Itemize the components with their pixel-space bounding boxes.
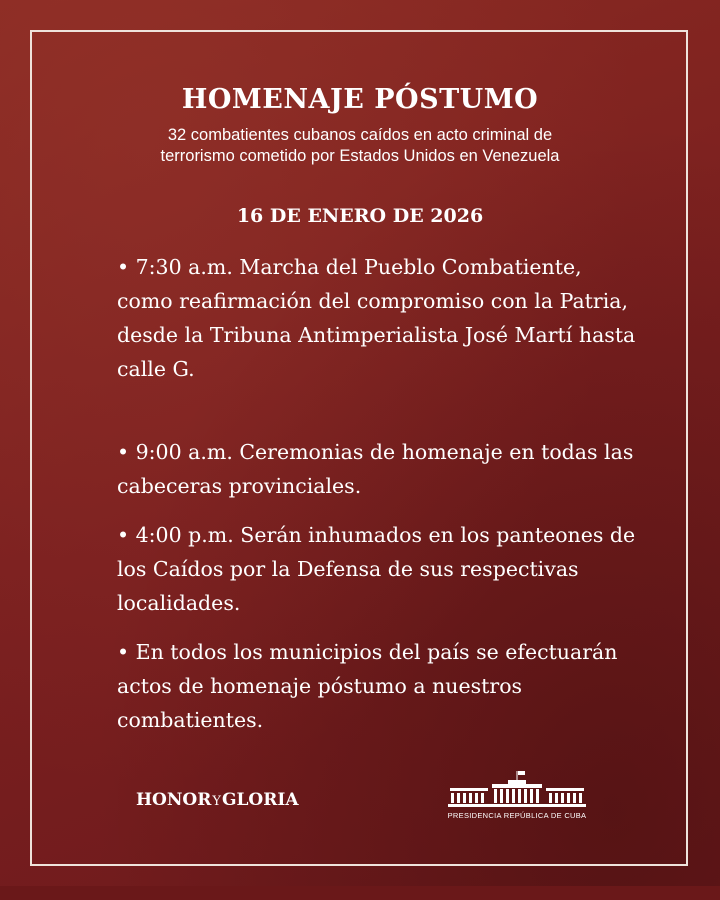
subtitle xyxy=(0,125,720,167)
slogan-gloria: GLORIA xyxy=(221,790,299,810)
subtitle-line-1: 32 combatientes cubanos caídos en acto criminal de xyxy=(167,126,553,144)
subtitle-line-2: terrorismo cometido por Estados Unidos en Venezuela xyxy=(160,147,560,165)
event-item-4: • En todos los municipios del país se efectuarán actos de homenaje póstumo a nuestros combatientes. xyxy=(117,640,618,732)
event-list xyxy=(117,250,637,752)
event-item-2: • 9:00 a.m. Ceremonias de homenaje en todas las cabeceras provinciales. xyxy=(117,440,634,498)
slogan-y: Y xyxy=(212,794,221,809)
page-title: HOMENAJE PÓSTUMO xyxy=(181,84,539,115)
event-item-3: • 4:00 p.m. Serán inhumados en los panteones de los Caídos por la Defensa de sus respectivas localidades. xyxy=(117,523,636,615)
event-item-1: • 7:30 a.m. Marcha del Pueblo Combatiente, como reafirmación del compromiso con la Patria, desde la Tribuna Antimperialista José Martí hasta calle G. xyxy=(117,255,636,381)
event-date: 16 DE ENERO DE 2026 xyxy=(236,205,484,227)
slogan-honor: HONOR xyxy=(136,790,212,810)
logo-caption: PRESIDENCIA REPÚBLICA DE CUBA xyxy=(447,811,587,820)
honor-y-gloria-slogan xyxy=(136,790,299,810)
bottom-strip xyxy=(0,886,720,900)
